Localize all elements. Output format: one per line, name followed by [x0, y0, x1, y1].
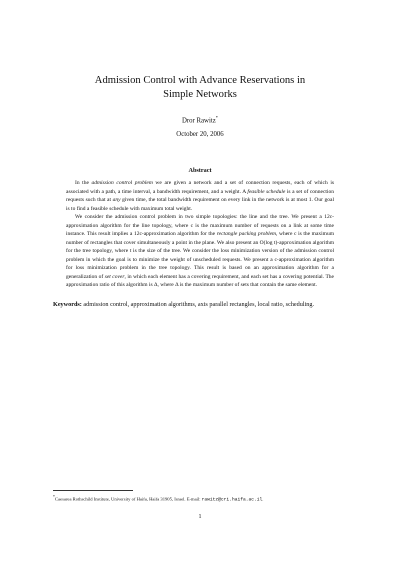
- footnote-end: .: [262, 496, 264, 502]
- page-number: 1: [198, 514, 202, 520]
- abstract-p2-emphasis-2: set cover: [104, 273, 125, 280]
- paper-date: October 20, 2006: [176, 131, 224, 138]
- footnote-rule: [53, 490, 133, 491]
- author-line: [0, 115, 400, 124]
- abstract-p1-emphasis-1: admission control problem: [91, 180, 153, 186]
- abstract-p2-text-a: We consider the admission control problem in two simple topologies: the line and the tree. We present a 12c-approximation algorithm for the line topology, where c is the maximum number of requests on a link at some time instance. This result implies a 12c-approximation algorithm for the: [66, 214, 334, 237]
- abstract-p2-emphasis-1: rectangle packing problem: [216, 231, 277, 237]
- abstract-p1-text-c: is a set of connection requests such that at: [66, 188, 334, 203]
- abstract-paragraph-2: [66, 213, 334, 290]
- footnote: [53, 494, 353, 504]
- abstract-body: [66, 179, 334, 290]
- paper-title: [0, 74, 400, 102]
- keywords-label: Keywords:: [53, 301, 82, 308]
- keywords-text: admission control, approximation algorithms, axis parallel rectangles, local ratio, scheduling.: [83, 301, 315, 308]
- author-footnote-mark: *: [215, 115, 219, 120]
- abstract-p1-emphasis-2: feasible schedule: [247, 188, 286, 195]
- abstract-p1-text-b: we are given a network and a set of connection requests, each of which is associated with a path, a time interval, a bandwidth requirement, and a weight. A: [66, 180, 334, 195]
- keywords-section: [53, 300, 346, 309]
- abstract-p2-text-c: , in which each element has a covering requirement, and each set has a covering potential. The approximation ratio of this algorithm is Δ, where Δ is the maximum number of sets that contain the same element.: [66, 273, 334, 288]
- abstract-p1-text-d: given time, the total bandwidth requirement on every link in the network is at most 1. Our goal is to find a feasible schedule with maximum total weight.: [66, 197, 334, 212]
- abstract-paragraph-1: [66, 179, 334, 213]
- abstract-p1-text-a: In the: [75, 180, 92, 186]
- footnote-mark: *: [53, 495, 55, 499]
- title-line-2: Simple Networks: [163, 89, 237, 100]
- footnote-email: rawitz@cri.haifa.ac.il: [201, 497, 263, 503]
- abstract-p1-emphasis-3: any: [112, 197, 121, 203]
- footnote-text: Caesarea Rothschild Institute, University of Haifa, Haifa 31905, Israel. E-mail:: [54, 496, 202, 502]
- abstract-heading: Abstract: [188, 167, 212, 174]
- title-line-1: Admission Control with Advance Reservations in: [94, 75, 306, 86]
- abstract-p2-text-b: , where c is the maximum number of rectangles that cover simultaneously a point in the plane. We also present an O(log t)-approximation algorithm for the tree topology, where t is the size of the tree. We consider the loss minimization version of the admission control problem in which the goal is to minimize the weight of unscheduled requests. We present a c-approximation algorithm for loss minimization problem in the tree topology. This result is based on an approximation algorithm for a generalization of: [66, 231, 334, 280]
- author-name: Dror Rawitz: [181, 117, 216, 125]
